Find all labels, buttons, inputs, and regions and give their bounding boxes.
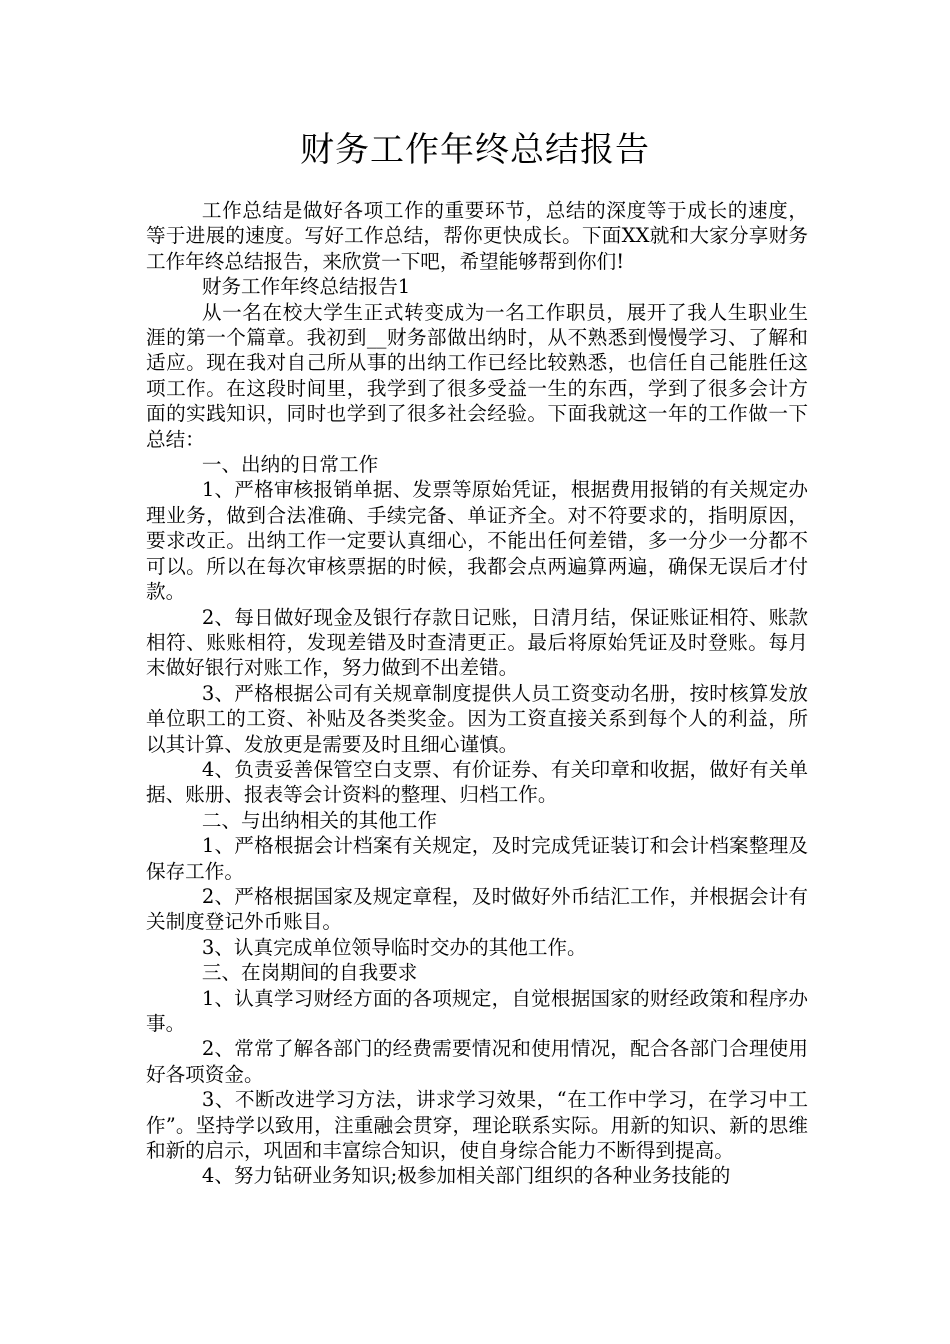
paragraph-item: 4、负责妥善保管空白支票、有价证券、有关印章和收据，做好有关单据、账册、报表等会计资料的整理、归档工作。: [146, 757, 808, 807]
document-title: 财务工作年终总结报告: [300, 130, 650, 170]
paragraph-item: 2、每日做好现金及银行存款日记账，日清月结，保证账证相符、账款相符、账账相符，发现差错及时查清更正。最后将原始凭证及时登账。每月末做好银行对账工作，努力做到不出差错。: [146, 605, 808, 680]
document-body: [146, 198, 808, 1189]
section-heading-self-requirements: 三、在岗期间的自我要求: [201, 961, 418, 985]
section-heading-other-work: 二、与出纳相关的其他工作: [201, 808, 437, 832]
paragraph-item: 1、严格审核报销单据、发票等原始凭证，根据费用报销的有关规定办理业务，做到合法准确、手续完备、单证齐全。对不符要求的，指明原因，要求改正。出纳工作一定要认真细心，不能出任何差错，多一分少一分都不可以。所以在每次审核票据的时候，我都会点两遍算两遍，确保无误后才付款。: [146, 478, 808, 604]
paragraph-item: 3、认真完成单位领导临时交办的其他工作。: [201, 935, 587, 959]
paragraph-item: 4、努力钻研业务知识;极参加相关部门组织的各种业务技能的: [201, 1164, 731, 1188]
paragraph-item: 1、严格根据会计档案有关规定，及时完成凭证装订和会计档案整理及保存工作。: [146, 834, 808, 883]
paragraph-item: 1、认真学习财经方面的各项规定，自觉根据国家的财经政策和程序办事。: [146, 986, 808, 1035]
paragraph-item: 2、严格根据国家及规定章程，及时做好外币结汇工作，并根据会计有关制度登记外币账目。: [146, 884, 808, 934]
paragraph-item: 3、严格根据公司有关规章制度提供人员工资变动名册，按时核算发放单位职工的工资、补贴及各类奖金。因为工资直接关系到每个人的利益，所以其计算、发放更是需要及时且细心谨慎。: [146, 681, 808, 756]
paragraph-item: 3、不断改进学习方法，讲求学习效果，“在工作中学习，在学习中工作”。坚持学以致用，注重融会贯穿，理论联系实际。用新的知识、新的思维和新的启示，巩固和丰富综合知识，使自身综合能力不断得到提高。: [146, 1088, 808, 1163]
paragraph-report-heading: 财务工作年终总结报告1: [201, 275, 411, 299]
paragraph-intro: 工作总结是做好各项工作的重要环节，总结的深度等于成长的速度，等于进展的速度。写好工作总结，帮你更快成长。下面XX就和大家分享财务工作年终总结报告，来欣赏一下吧，希望能够帮到你们!: [146, 199, 808, 273]
paragraph-opening: 从一名在校大学生正式转变成为一名工作职员，展开了我人生职业生涯的第一个篇章。我初到__财务部做出纳时，从不熟悉到慢慢学习、了解和适应。现在我对自己所从事的出纳工作已经比较熟悉，也信任自己能胜任这项工作。在这段时间里，我学到了很多受益一生的东西，学到了很多会计方面的实践知识，同时也学到了很多社会经验。下面我就这一年的工作做一下总结：: [146, 300, 808, 451]
paragraph-item: 2、常常了解各部门的经费需要情况和使用情况，配合各部门合理使用好各项资金。: [146, 1037, 808, 1086]
section-heading-daily-work: 一、出纳的日常工作: [201, 453, 379, 477]
